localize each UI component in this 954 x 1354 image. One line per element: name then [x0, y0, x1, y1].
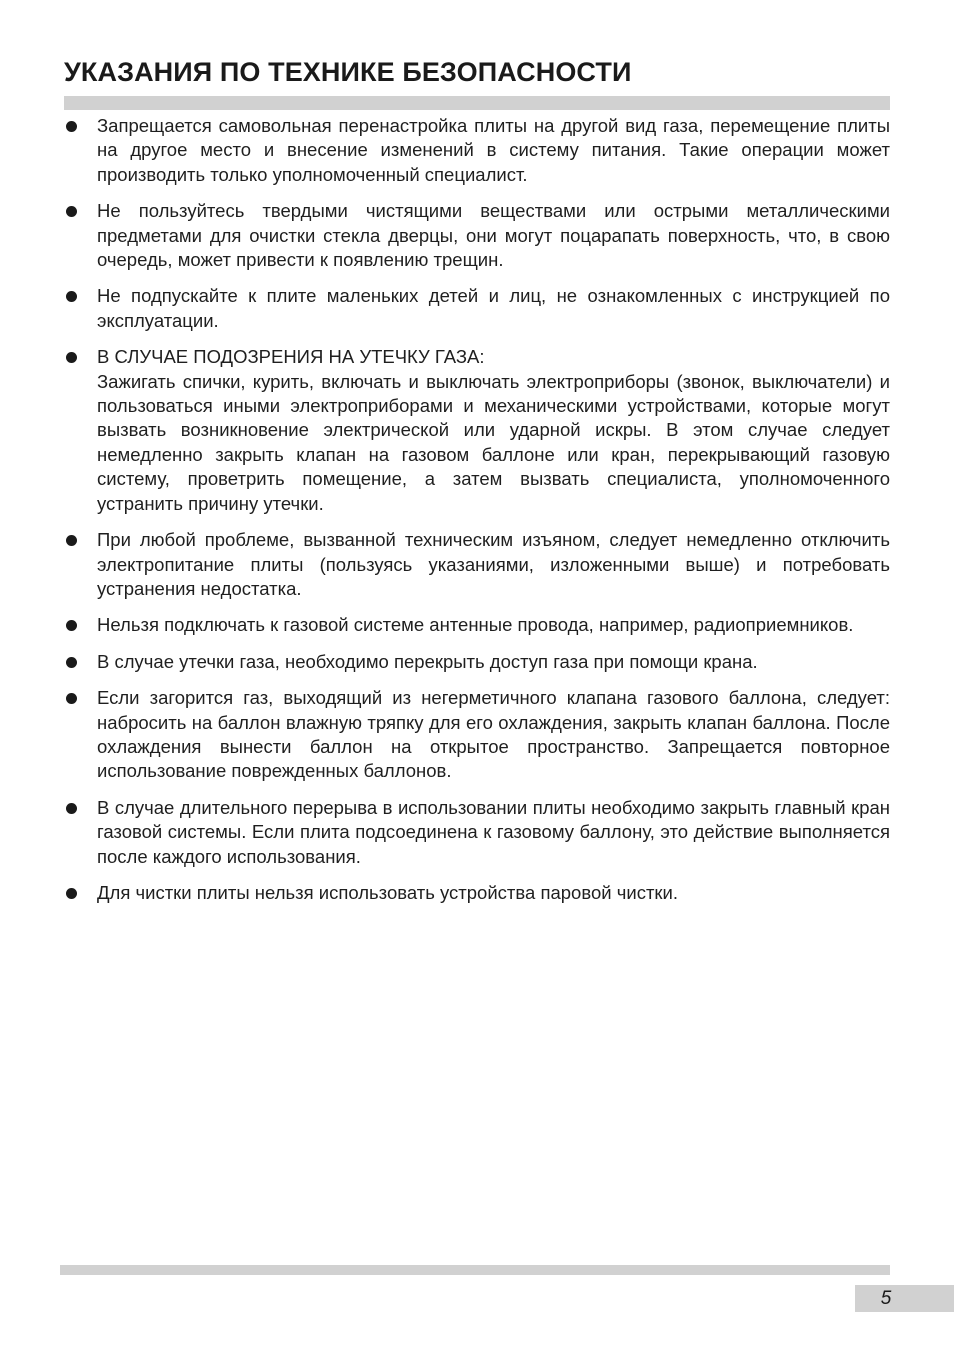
list-item — [64, 650, 890, 674]
list-item-text: Для чистки плиты нельзя использовать устройства паровой чистки. — [97, 881, 678, 903]
list-item — [64, 345, 890, 516]
list-item — [64, 613, 890, 637]
bullet-icon — [66, 121, 77, 132]
bullet-icon — [66, 535, 77, 546]
list-item-text: В случае длительного перерыва в использовании плиты необходимо закрыть главный кран газовой системы. Если плита подсоединена к газовому баллону, это действие выполняется после каждого использования. — [97, 796, 890, 867]
list-item-text: При любой проблеме, вызванной техническим изъяном, следует немедленно отключить электропитание плиты (пользуясь указаниями, изложенными выше) и потребовать устранения недостатка. — [97, 529, 890, 599]
list-item — [64, 796, 890, 869]
safety-instructions-list — [64, 114, 890, 917]
bullet-icon — [66, 693, 77, 704]
list-item — [64, 881, 890, 905]
footer-divider — [60, 1265, 890, 1275]
list-item — [64, 686, 890, 784]
page-number: 5 — [880, 1288, 892, 1309]
list-item-text: Если загорится газ, выходящий из негерметичного клапана газового баллона, следует: набросить на баллон влажную тряпку для его охлаждения, закрыть клапан баллона. После охлаждения вынести баллон на открытое пространство. Запрещается повторное использование поврежденных баллонов. — [97, 687, 890, 782]
bullet-icon — [66, 206, 77, 217]
list-item-text: Запрещается самовольная перенастройка плиты на другой вид газа, перемещение плиты на другое место и внесение изменений в систему питания. Такие операции может производить только уполномоченный специалист. — [97, 115, 890, 185]
list-item-text: Не пользуйтесь твердыми чистящими веществами или острыми металлическими предметами для очистки стекла дверцы, они могут поцарапать поверхность, что, в свою очередь, может привести к появлению трещин. — [97, 200, 890, 271]
title-divider — [64, 96, 890, 110]
page-number-tab — [855, 1285, 954, 1312]
list-item-text: Нельзя подключать к газовой системе антенные провода, например, радиоприемников. — [97, 614, 854, 636]
bullet-icon — [66, 352, 77, 363]
list-item — [64, 199, 890, 272]
list-item-text: Не подпускайте к плите маленьких детей и лиц, не ознакомленных с инструкцией по эксплуатации. — [97, 285, 890, 331]
list-item-text: В СЛУЧАЕ ПОДОЗРЕНИЯ НА УТЕЧКУ ГАЗА: Зажигать спички, курить, включать и выключать электроприборы (звонок, выключатели) и пользоваться иными электроприборами и механическими устройствами, которые могут вызвать возникновение электрической или ударной искры. В этом случае следует немедленно закрыть клапан на газовом баллоне или кран, перекрывающий газовую систему, проветрить помещение, а затем вызвать специалиста, уполномоченного устранить причину утечки. — [97, 346, 890, 514]
list-item — [64, 528, 890, 601]
bullet-icon — [66, 657, 77, 668]
list-item — [64, 284, 890, 333]
bullet-icon — [66, 291, 77, 302]
bullet-icon — [66, 803, 77, 814]
bullet-icon — [66, 620, 77, 631]
list-item-text: В случае утечки газа, необходимо перекрыть доступ газа при помощи крана. — [97, 650, 758, 672]
list-item — [64, 114, 890, 187]
bullet-icon — [66, 888, 77, 899]
page-title: УКАЗАНИЯ ПО ТЕХНИКЕ БЕЗОПАСНОСТИ — [64, 57, 632, 87]
